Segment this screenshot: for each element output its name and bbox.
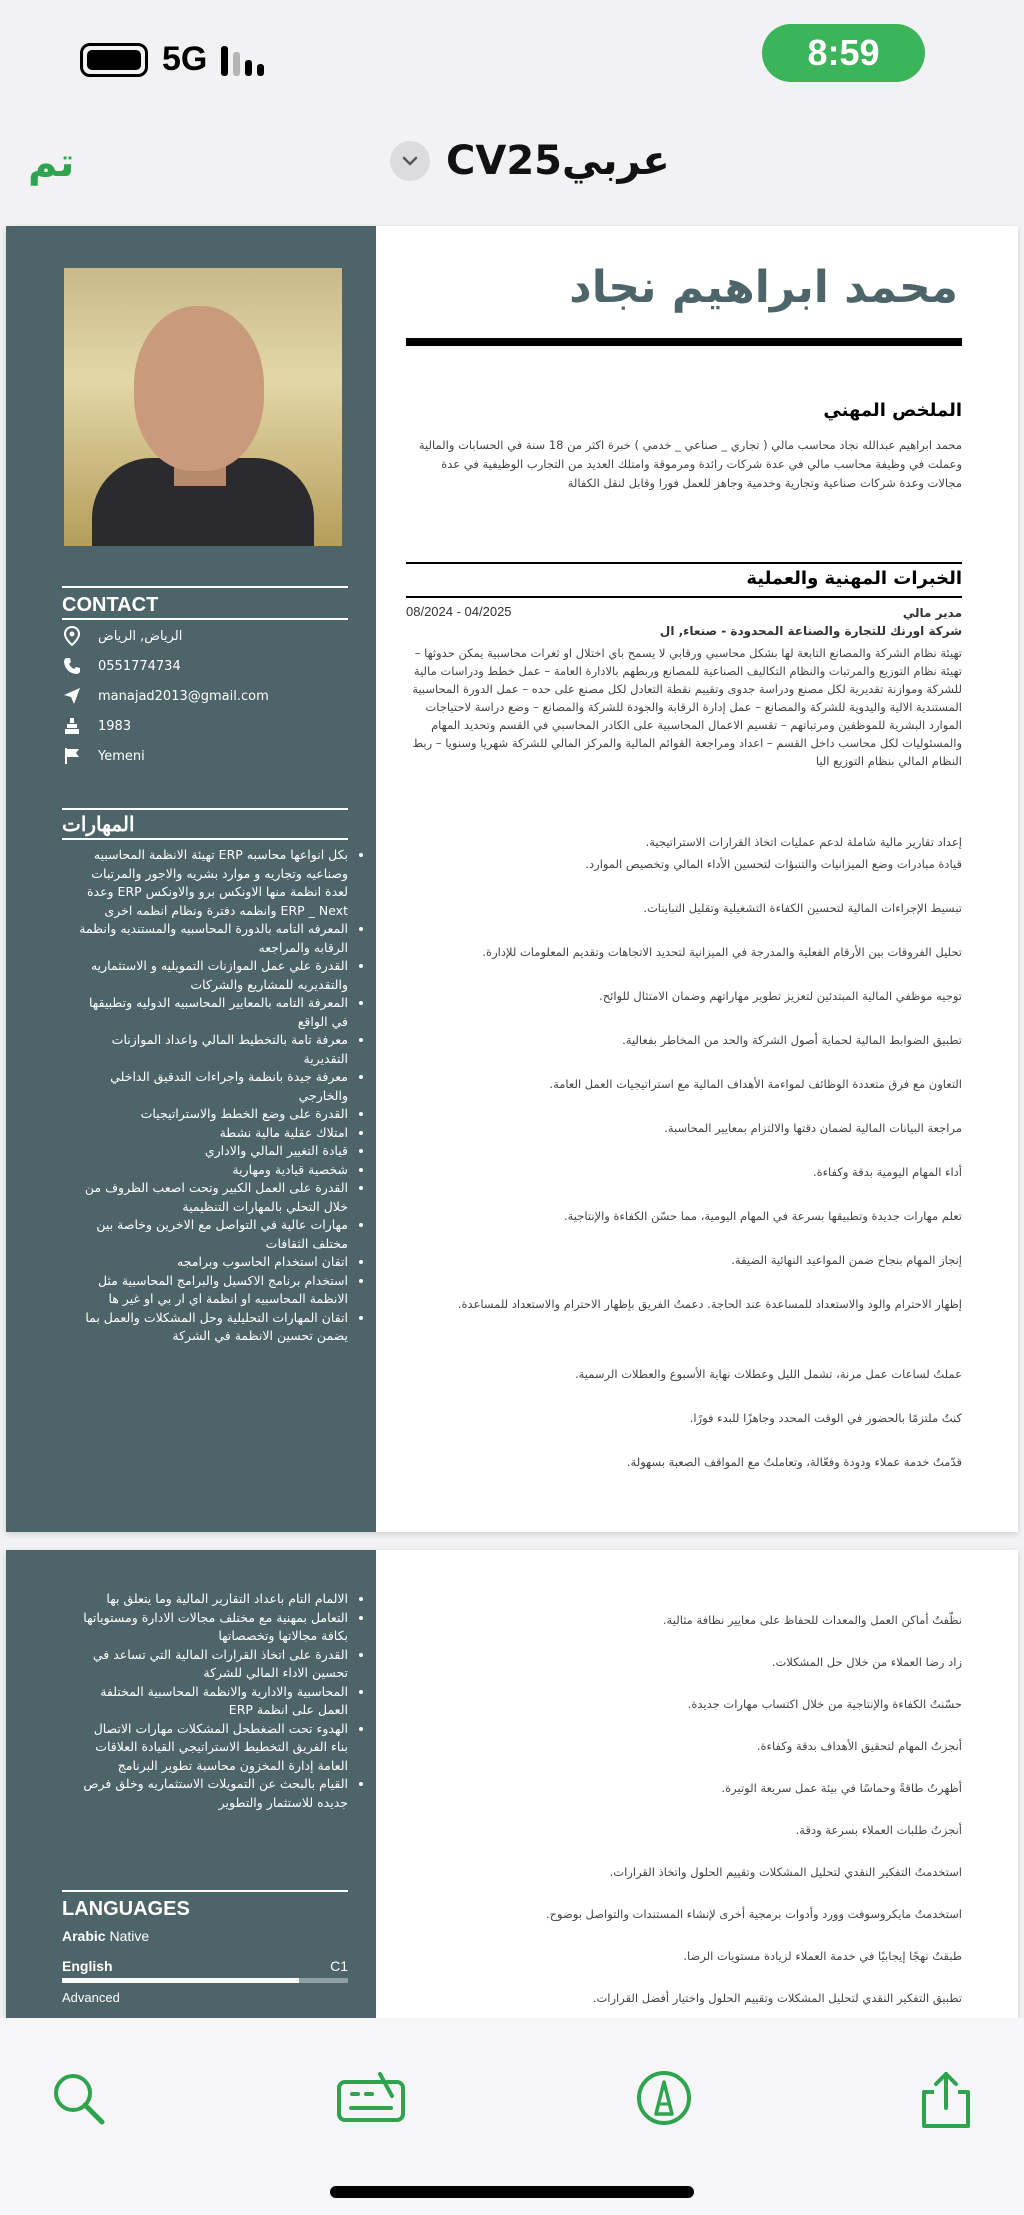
skill-item: • المحاسبية والادارية والانظمة المحاسبية المختلفة العمل على انظمة ERP [62,1683,348,1720]
achievement-item: مراجعة البيانات المالية لضمان دقتها والالتزام بمعايير المحاسبة. [664,1121,962,1135]
summary-heading: الملخص المهني [823,400,962,421]
home-indicator[interactable] [330,2186,694,2198]
contact-location [62,626,182,646]
achievement-item: إظهار الاحترام والود والاستعداد للمساعدة عند الحاجة. دعمتُ الفريق بإظهار الاحترام والاستعداد للمساعدة. [457,1297,962,1311]
achievement-item: تطبيق الضوابط المالية لحماية أصول الشركة والحد من المخاطر بفعالية. [622,1033,962,1047]
cv-name: محمد ابراهيم نجاد [569,262,958,313]
send-icon [62,686,82,706]
skills-list-2 [62,1590,348,1812]
skill-item: • مهارات عالية في التواصل مع الاخرين وخاصة بين مختلف الثقافات [62,1216,348,1253]
contact-rule [62,586,348,588]
language-english [62,1958,348,1974]
skills-heading: المهارات [62,814,135,836]
cv-page-2 [6,1550,1018,2020]
cv-sidebar-2 [6,1550,376,2020]
contact-phone-text: 0551774734 [98,658,181,674]
achievement-item: تبسيط الإجراءات المالية لتحسين الكفاءة التشغيلية وتقليل التباينات. [643,901,962,915]
skill-item: • القدرة على وضع الخطط والاستراتيجيات [62,1105,348,1124]
skills-rule [62,808,348,810]
time-pill: 8:59 [762,24,925,82]
achievement-item: حسّنتُ الكفاءة والإنتاجية من خلال اكتساب مهارات جديدة. [687,1697,962,1711]
battery-icon [80,43,148,77]
skill-item: • اتقان استخدام الحاسوب وبرامجه [62,1253,348,1272]
languages-heading: LANGUAGES [62,1898,190,1920]
contact-nationality [62,746,145,766]
achievement-item: استخدمتُ مايكروسوفت وورد وأدوات برمجية أخرى لإنشاء المستندات والتواصل بوضوح. [545,1907,962,1921]
skill-item: • الالمام التام باعداد التقارير المالية وما يتعلق بها [62,1590,348,1609]
skills-rule-bottom [62,838,348,840]
contact-email-text: manajad2013@gmail.com [98,688,269,704]
phone-icon [62,656,82,676]
achievement-item: استخدمتُ التفكير النقدي لتحليل المشكلات وتقييم الحلول واتخاذ القرارات. [609,1865,962,1879]
language-english-level: Advanced [62,1990,120,2005]
achievement-item: أداء المهام اليومية بدقة وكفاءة. [812,1165,962,1179]
job-title: مدير مالي [902,606,962,620]
skill-item: • القدرة على اتخاذ القرارات المالية التي تساعد في تحسين الاداء المالي للشركة [62,1646,348,1683]
skill-item: • معرفة تامة بالتخطيط المالي واعداد الموازنات التقديرية [62,1031,348,1068]
cv-sidebar [6,226,376,1532]
skill-item: • قيادة التغيير المالي والاداري [62,1142,348,1161]
achievement-item: نظّفتُ أماكن العمل والمعدات للحفاظ على معايير نظافة مثالية. [662,1613,962,1627]
contact-heading: CONTACT [62,594,159,616]
language-arabic-level: Native [109,1928,150,1944]
cv-main [376,226,1018,1532]
experience-rule [406,562,962,564]
skill-item: • القدرة على العمل الكبير وتحت اصعب الظروف من خلال التحلي بالمهارات التنظيمية [62,1179,348,1216]
english-proficiency-fill [62,1978,299,1983]
cake-icon [62,716,82,736]
achievement-item: تطبيق التفكير النقدي لتحليل المشكلات وتقييم الحلول واختيار أفضل القرارات. [592,1991,962,2005]
markup-pen-icon[interactable] [636,2070,692,2126]
achievement-item: قيادة مبادرات وضع الميزانيات والتنبؤات لتحسين الأداء المالي وتخصيص الموارد. [585,857,962,871]
contact-rule-bottom [62,618,348,620]
achievement-item: طبقتُ نهجًا إيجابيًا في خدمة العملاء لزيادة مستويات الرضا. [683,1949,962,1963]
achievement-item: التعاون مع فرق متعددة الوظائف لمواءمة الأهداف المالية مع استراتيجيات العمل العامة. [549,1077,962,1091]
skill-item: • المعرفة التامه بالمعايير المحاسبيه الدوليه وتطبيقها في الواقع [62,994,348,1031]
document-title-menu[interactable] [390,138,670,184]
flag-icon [62,746,82,766]
achievement-item: أنجزتُ المهام لتحقيق الأهداف بدقة وكفاءة. [756,1739,962,1753]
experience-heading: الخبرات المهنية والعملية [746,568,962,589]
status-left [80,40,264,79]
contact-phone [62,656,181,676]
contact-nationality-text: Yemeni [98,748,145,764]
share-icon[interactable] [918,2070,974,2126]
skills-list [62,846,348,1346]
contact-email [62,686,269,706]
achievement-item: إعداد تقارير مالية شاملة لدعم عمليات اتخاذ القرارات الاستراتيجية. [645,835,962,849]
achievement-item: عملتُ لساعات عمل مرنة، تشمل الليل وعطلات نهاية الأسبوع والعطلات الرسمية. [574,1367,962,1381]
language-english-name: English [62,1958,113,1974]
status-bar [0,0,1024,120]
job-description: تهيئة نظام الشركة والمصانع التابعة لها بشكل محاسبي ورقابي لا يسمح باي اختلال او ثغرات محاسبية يمكن حدوثها – تهيئة نظام التوزيع والمرتبات والنظام التكاليف الصناعية للمصانع وربطهم بالادارة العامة – عمل خطط ودراسات مالية للشركة وموازنة تقديرية لكل مصنع ودراسة جدوى وتقييم نقطة التعادل لكل مصنع على حده – عمل الدورة المحاسبية المستندية الالية واليدوية للشركة والمصانع – عمل إدارة الرقابة والجودة للشركة والمصانع – وضع دراسة لاحتياجات الموارد البشرية للموظفين ومرتباتهم – تقسيم الاعمال المحاسبية على الكادر المحاسبي في القسم وتحديد المهام والمسئوليات لكل محاسب داخل القسم – اعداد ومراجعة القوائم المالية والمركز المالي للشركة شهريا وسنويا – ربط النظام المالي بنظام التوزيع اليا [412,646,962,768]
language-english-code: C1 [330,1958,348,1974]
done-button[interactable]: تم [28,140,75,186]
skill-item: • شخصية قيادية ومهارية [62,1161,348,1180]
skill-item: • التعامل بمهنية مع مختلف مجالات الادارة ومستوياتها بكافة مجالاتها وتخصصاتها [62,1609,348,1646]
achievement-item: كنتُ ملتزمًا بالحضور في الوقت المحدد وجاهزًا للبدء فورًا. [689,1411,962,1425]
signal-icon [221,44,264,76]
achievement-item: تعلم مهارات جديدة وتطبيقها بسرعة في المهام اليومية، مما حسّن الكفاءة والإنتاجية. [563,1209,962,1223]
network-label: 5G [162,40,208,78]
cv-page-1 [6,226,1018,1532]
skill-item: • امتلاك عقلية مالية نشطة [62,1124,348,1143]
summary-text: محمد ابراهيم عبدالله نجاد محاسب مالي ( تجاري _ صناعي _ خدمي ) خبرة اكثر من 18 سنة في الحسابات والمالية وعملت في وظيفة محاسب مالي في عدة شركات رائدة ومرموقة وامتلك العديد من التجارب الوظيفية في عدة مجالات وعدة شركات صناعية وتجارية وخدمية وجاهز للعمل فورا وقابل لنقل الكفالة [418,438,962,490]
contact-birth-year-text: 1983 [98,718,132,734]
chevron-down-icon[interactable] [390,141,430,181]
skill-item: • القدرة علي عمل الموازنات التمويليه و الاستثماريه والتقديريه للمشاريع والشركات [62,957,348,994]
skill-item: • معرفة جيدة بانظمة واجراءات التدقيق الداخلي والخارجي [62,1068,348,1105]
languages-rule [62,1890,348,1892]
skill-item: • استخدام برنامج الاكسيل والبرامج المحاسبية مثل الانظمة المحاسبيه او انظمة اي ار بي او غير ها [62,1272,348,1309]
skill-item: • بكل انواعها محاسبه ERP تهيئة الانظمة المحاسبيه وصناعيه وتجاريه و موارد بشريه والاجور والمرتبات لعدة انظمة منها الاونكس برو والاونكس ERP وعدة ERP _ Next وانظمه دفترة ونظام انظمه اخرى [62,846,348,920]
profile-photo [64,268,342,546]
experience-rule-bottom [406,596,962,598]
language-arabic-name: Arabic [62,1928,106,1944]
nav-bar [0,130,1024,210]
search-icon[interactable] [50,2070,106,2126]
achievement-item: توجيه موظفي المالية المبتدئين لتعزيز تطوير مهاراتهم وضمان الامتثال للوائح. [599,989,962,1003]
keyboard-icon[interactable] [336,2070,406,2126]
cv-main-2 [376,1550,1018,2020]
location-pin-icon [62,626,82,646]
achievement-item: إنجاز المهام بنجاح ضمن المواعيد النهائية الضيقة. [731,1253,962,1267]
achievement-item: قدّمتُ خدمة عملاء ودودة وفعّالة، وتعاملتُ مع المواقف الصعبة بسهولة. [626,1455,962,1469]
achievement-item: أظهرتُ طاقةً وحماسًا في بيئة عمل سريعة الوتيرة. [721,1781,962,1795]
skill-item: • الهدوء تحت الضغطحل المشكلات مهارات الاتصال بناء الفريق التخطيط الاستراتيجي القيادة العلاقات العامة إدارة المخزون محاسبة تطوير البرنامج [62,1720,348,1776]
document-title: CV25عربي [446,138,670,184]
english-proficiency-bar [62,1978,348,1983]
achievement-item: أنجزتُ طلبات العملاء بسرعة ودقة. [795,1823,962,1837]
job-company: شركة اورنك للتجارة والصناعة المحدودة - صنعاء, ال [659,624,962,638]
skill-item: • القيام بالبحث عن التمويلات الاستثماريه وخلق فرص جديده للاستثمار والتطوير [62,1775,348,1812]
achievement-item: زاد رضا العملاء من خلال حل المشكلات. [771,1655,962,1669]
job-dates: 08/2024 - 04/2025 [406,604,512,619]
skill-item: • اتقان المهارات التحليلية وحل المشكلات والعمل بما يضمن تحسين الانظمة في الشركة [62,1309,348,1346]
skill-item: • المعرفه التامه بالدورة المحاسبيه والمستنديه وانظمة الرقابه والمراجعه [62,920,348,957]
contact-birth-year [62,716,131,736]
language-arabic [62,1928,348,1944]
contact-location-text: الرياض, الرياض [98,628,183,644]
achievement-item: تحليل الفروقات بين الأرقام الفعلية والمدرجة في الميزانية لتحديد الاتجاهات وتقديم المعلومات للإدارة. [482,945,962,959]
name-rule [406,338,962,346]
